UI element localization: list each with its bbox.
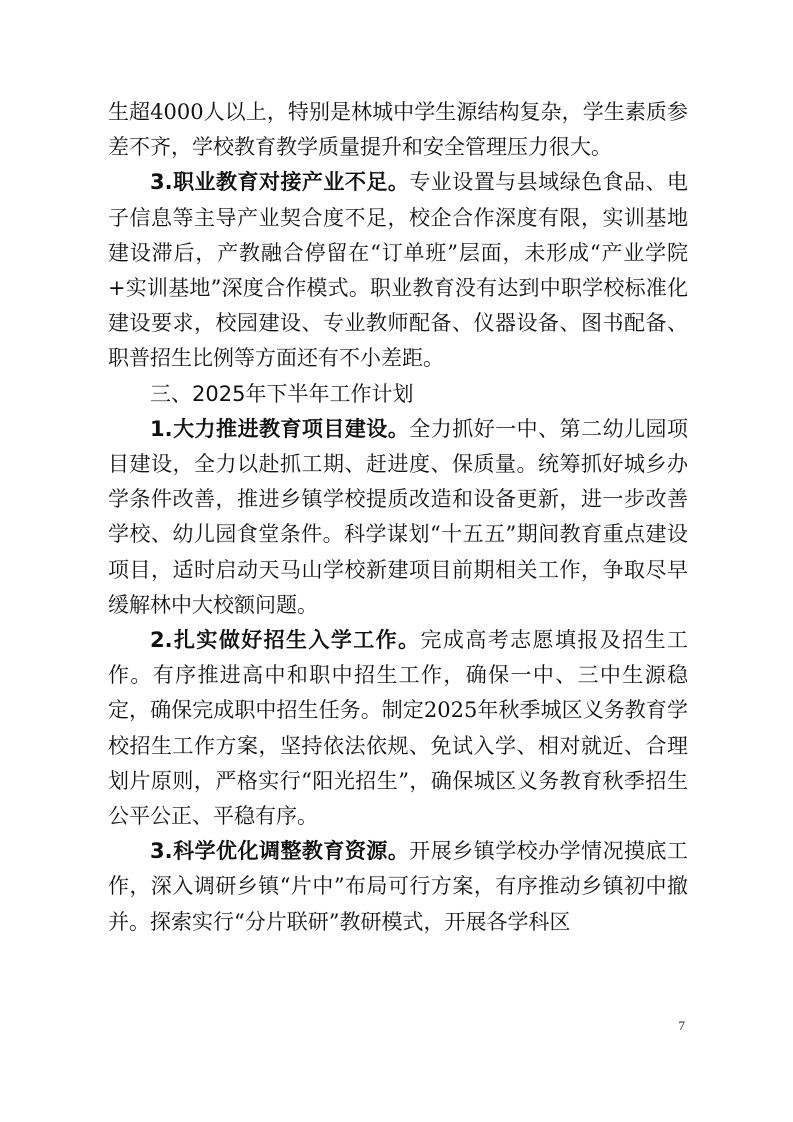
paragraph-project-construction: [108, 412, 688, 623]
section-heading-text: 三、2025年下半年工作计划: [150, 381, 414, 406]
paragraph-lead: 1.大力推进教育项目建设。: [150, 416, 410, 441]
paragraph-text: 全力抓好一中、第二幼儿园项目建设，全力以赴抓工期、赶进度、保质量。统筹抓好城乡办学条件改善，推进乡镇学校提质改造和设备更新，进一步改善学校、幼儿园食堂条件。科学谋划“十五五”期间教育重点建设项目，适时启动天马山学校新建项目前期相关工作，争取尽早缓解林中大校额问题。: [108, 416, 688, 617]
body-text: [108, 95, 688, 940]
paragraph-lead: 3.职业教育对接产业不足。: [150, 170, 410, 195]
paragraph-resource-optimization: [108, 834, 688, 940]
section-heading: [108, 377, 688, 412]
paragraph-continuation: [108, 95, 688, 165]
paragraph-text: 完成高考志愿填报及招生工作。有序推进高中和职中招生工作，确保一中、三中生源稳定，确保完成职中招生任务。制定2025年秋季城区义务教育学校招生工作方案，坚持依法依规、免试入学、相对就近、合理划片原则，严格实行“阳光招生”，确保城区义务教育秋季招生公平公正、平稳有序。: [108, 628, 688, 829]
paragraph-text: 生超4000人以上，特别是林城中学生源结构复杂，学生素质参差不齐，学校教育教学质量提升和安全管理压力很大。: [108, 100, 688, 160]
paragraph-enrollment: [108, 623, 688, 834]
paragraph-text: 专业设置与县域绿色食品、电子信息等主导产业契合度不足，校企合作深度有限，实训基地建设滞后，产教融合停留在“订单班”层面，未形成“产业学院+实训基地”深度合作模式。职业教育没有达到中职学校标准化建设要求，校园建设、专业教师配备、仪器设备、图书配备、职普招生比例等方面还有不小差距。: [108, 170, 688, 371]
paragraph-text: 开展乡镇学校办学情况摸底工作，深入调研乡镇“片中”布局可行方案，有序推动乡镇初中撤并。探索实行“分片联研”教研模式，开展各学科区: [108, 839, 688, 934]
page-number: 7: [678, 1018, 685, 1033]
paragraph-vocational-education: [108, 165, 688, 376]
paragraph-lead: 2.扎实做好招生入学工作。: [150, 628, 421, 653]
paragraph-lead: 3.科学优化调整教育资源。: [150, 839, 410, 864]
